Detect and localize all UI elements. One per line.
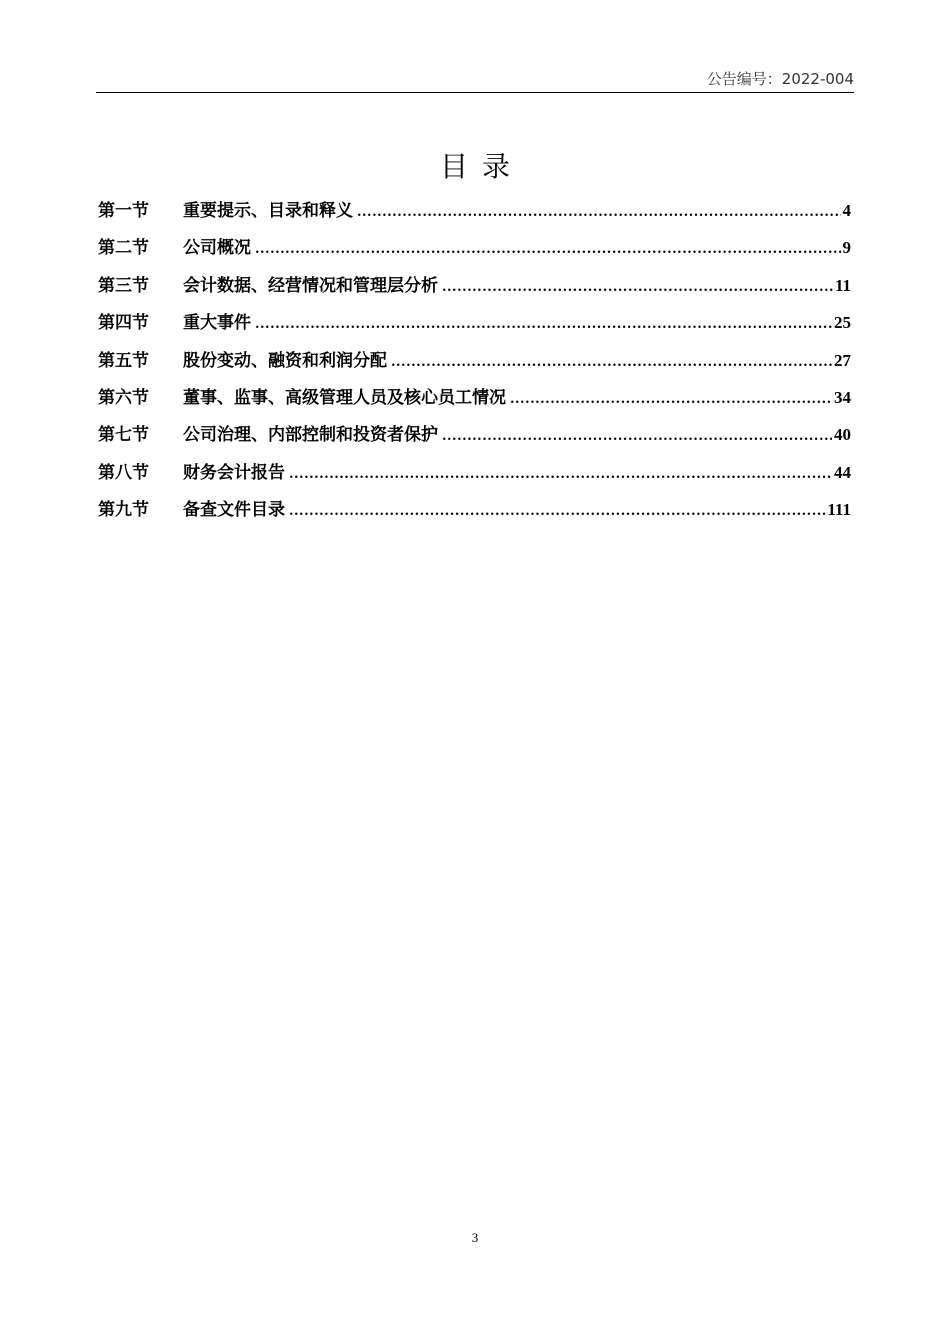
- toc-page-number: 111: [827, 500, 851, 520]
- toc-page-number: 40: [834, 425, 851, 445]
- toc-page-number: 4: [842, 201, 851, 220]
- dot-leader: [255, 317, 832, 332]
- toc-page-number: 44: [834, 462, 851, 482]
- dot-leader: [255, 242, 841, 257]
- toc-entry-5[interactable]: [98, 346, 851, 383]
- toc-entry-1[interactable]: [98, 196, 851, 233]
- toc-section-label: 第二节: [98, 238, 149, 259]
- toc-section-title: 备查文件目录: [183, 500, 285, 521]
- toc-entry-2[interactable]: [98, 233, 851, 270]
- toc-section-title: 公司治理、内部控制和投资者保护: [183, 425, 438, 446]
- dot-leader: [357, 205, 841, 220]
- page-number: 3: [471, 1230, 479, 1245]
- announcement-number: 公告编号：2022-004: [706, 70, 854, 88]
- toc-entry-9[interactable]: [98, 495, 851, 532]
- toc-section-title: 会计数据、经营情况和管理层分析: [183, 275, 438, 296]
- dot-leader: [289, 467, 832, 482]
- toc-page-number: 11: [834, 275, 851, 295]
- toc-section-label: 第七节: [98, 425, 149, 446]
- toc-section-label: 第五节: [98, 350, 149, 371]
- toc-section-title: 重大事件: [183, 313, 251, 334]
- toc-section-title: 重要提示、目录和释义: [183, 201, 353, 221]
- toc-page-number: 25: [834, 313, 851, 333]
- toc-section-label: 第六节: [98, 387, 149, 408]
- dot-leader: [442, 429, 832, 444]
- dot-leader: [510, 392, 832, 407]
- toc-entry-3[interactable]: [98, 271, 851, 308]
- toc-section-label: 第四节: [98, 313, 149, 334]
- toc-section-title: 董事、监事、高级管理人员及核心员工情况: [183, 387, 506, 408]
- toc-section-title: 股份变动、融资和利润分配: [183, 350, 387, 371]
- toc-section-title: 公司概况: [183, 238, 251, 259]
- toc-entry-7[interactable]: [98, 420, 851, 457]
- toc-section-label: 第九节: [98, 500, 149, 521]
- dot-leader: [289, 504, 825, 519]
- dot-leader: [442, 280, 833, 295]
- toc-section-label: 第一节: [98, 201, 149, 221]
- page-header: [96, 68, 854, 93]
- toc-section-title: 财务会计报告: [183, 462, 285, 483]
- toc-page-number: 27: [834, 350, 851, 370]
- toc-entry-4[interactable]: [98, 308, 851, 345]
- toc-section-label: 第三节: [98, 275, 149, 296]
- toc-page-number: 9: [842, 238, 851, 258]
- table-of-contents: [98, 196, 851, 533]
- toc-entry-6[interactable]: [98, 383, 851, 420]
- toc-title: 目录: [439, 150, 524, 183]
- toc-page-number: 34: [834, 387, 851, 407]
- toc-section-label: 第八节: [98, 462, 149, 483]
- dot-leader: [391, 355, 832, 370]
- toc-entry-8[interactable]: [98, 458, 851, 495]
